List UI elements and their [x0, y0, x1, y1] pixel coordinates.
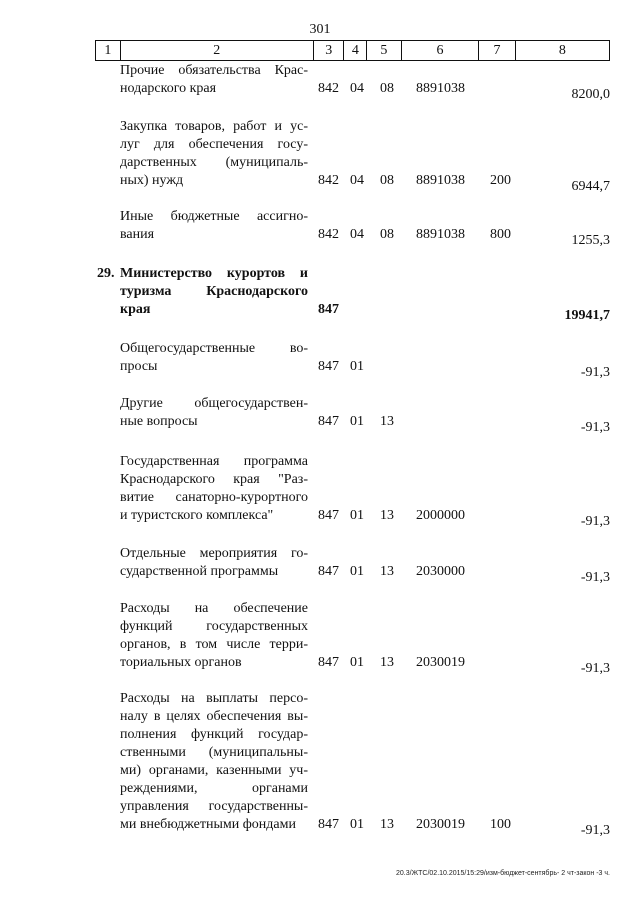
row-name-line: Иные бюджетные ассигно-	[120, 209, 308, 224]
row-cell-c3: 847	[318, 564, 339, 579]
row-cell-c8: 6944,7	[571, 179, 610, 194]
row-cell-c3: 842	[318, 227, 339, 242]
row-cell-c6: 8891038	[416, 81, 465, 96]
row-name-line: луг для обеспечения госу-	[120, 137, 308, 152]
table-row	[0, 395, 640, 435]
row-cell-c5: 13	[380, 655, 394, 670]
row-cell-c3: 847	[318, 817, 339, 832]
row-cell-c3: 842	[318, 81, 339, 96]
table-row	[0, 545, 640, 585]
row-cell-c4: 01	[350, 655, 364, 670]
table-row	[0, 690, 640, 838]
row-name-line: ственными (муниципальны-	[120, 745, 308, 760]
row-cell-c8: 19941,7	[564, 308, 610, 323]
row-name-line: просы	[120, 359, 158, 374]
column-header-3: 3	[313, 41, 344, 61]
page-number: 301	[309, 22, 331, 37]
column-header-6: 6	[401, 41, 479, 61]
row-cell-c4: 04	[350, 173, 364, 188]
column-header-4: 4	[344, 41, 367, 61]
row-cell-c5: 13	[380, 564, 394, 579]
row-name-line: туризма Краснодарского	[120, 284, 308, 299]
row-cell-c3: 847	[318, 508, 339, 523]
row-cell-c8: -91,3	[580, 570, 610, 585]
row-cell-c8: -91,3	[580, 823, 610, 838]
row-cell-c7: 800	[490, 227, 511, 242]
row-name-line: Общегосударственные во-	[120, 341, 308, 356]
row-number: 29.	[97, 266, 115, 281]
footer-reference: 20.3/ЖТС/02.10.2015/15:29/изм-бюджет-сентябрь- 2 чт-закон -3 ч.	[396, 870, 610, 877]
row-name-line: Краснодарского края "Раз-	[120, 472, 308, 487]
row-cell-c8: -91,3	[580, 661, 610, 676]
row-cell-c8: -91,3	[580, 365, 610, 380]
row-name-line: Отдельные мероприятия го-	[120, 546, 308, 561]
row-cell-c3: 842	[318, 173, 339, 188]
row-cell-c4: 01	[350, 564, 364, 579]
row-name-line: Расходы на выплаты персо-	[120, 691, 308, 706]
row-name-line: края	[120, 302, 151, 317]
row-cell-c6: 2030019	[416, 817, 465, 832]
row-cell-c3: 847	[318, 359, 339, 374]
row-cell-c5: 13	[380, 414, 394, 429]
row-cell-c6: 2000000	[416, 508, 465, 523]
row-cell-c5: 08	[380, 81, 394, 96]
row-name-line: Закупка товаров, работ и ус-	[120, 119, 308, 134]
row-name-line: налу в целях обеспечения вы-	[120, 709, 308, 724]
row-cell-c8: -91,3	[580, 420, 610, 435]
column-header-table	[95, 40, 610, 61]
row-cell-c5: 08	[380, 173, 394, 188]
row-name-line: Расходы на обеспечение	[120, 601, 308, 616]
row-name-line: Прочие обязательства Крас-	[120, 63, 308, 78]
row-cell-c6: 8891038	[416, 173, 465, 188]
row-name-line: полнения функций государ-	[120, 727, 308, 742]
table-row	[0, 340, 640, 380]
row-cell-c3: 847	[318, 414, 339, 429]
row-name-line: и туристского комплекса"	[120, 508, 274, 523]
row-name-line: ториальных органов	[120, 655, 242, 670]
row-cell-c4: 01	[350, 359, 364, 374]
row-name-line: органов, в том числе терри-	[120, 637, 308, 652]
row-cell-c3: 847	[318, 655, 339, 670]
row-name-line: сударственной программы	[120, 564, 279, 579]
row-cell-c6: 2030000	[416, 564, 465, 579]
row-cell-c5: 08	[380, 227, 394, 242]
table-row	[0, 208, 640, 248]
row-name-line: вания	[120, 227, 155, 242]
row-cell-c8: -91,3	[580, 514, 610, 529]
column-header-5: 5	[367, 41, 401, 61]
table-row	[0, 62, 640, 102]
row-name-line: Государственная программа	[120, 454, 308, 469]
column-header-2: 2	[120, 41, 313, 61]
column-header-7: 7	[479, 41, 515, 61]
table-row	[0, 118, 640, 194]
column-header-1: 1	[96, 41, 121, 61]
row-name-line: Другие общегосударствен-	[120, 396, 308, 411]
row-cell-c7: 200	[490, 173, 511, 188]
row-name-line: ные вопросы	[120, 414, 198, 429]
row-cell-c4: 04	[350, 227, 364, 242]
row-name-line: витие санаторно-курортного	[120, 490, 308, 505]
row-cell-c4: 01	[350, 414, 364, 429]
row-name-line: Министерство курортов и	[120, 266, 308, 281]
row-cell-c4: 04	[350, 81, 364, 96]
row-name-line: нодарского края	[120, 81, 217, 96]
row-name-line: реждениями, органами	[120, 781, 308, 796]
row-cell-c8: 8200,0	[571, 87, 610, 102]
column-header-8: 8	[515, 41, 609, 61]
row-cell-c5: 13	[380, 817, 394, 832]
row-cell-c3: 847	[318, 302, 339, 317]
row-name-line: функций государственных	[120, 619, 308, 634]
row-name-line: ми) органами, казенными уч-	[120, 763, 308, 778]
row-cell-c5: 13	[380, 508, 394, 523]
row-cell-c4: 01	[350, 508, 364, 523]
row-cell-c8: 1255,3	[571, 233, 610, 248]
row-name-line: управления государственны-	[120, 799, 308, 814]
row-name-line: ми внебюджетными фондами	[120, 817, 296, 832]
row-name-line: ных) нужд	[120, 173, 184, 188]
table-row	[0, 265, 640, 323]
row-cell-c6: 8891038	[416, 227, 465, 242]
row-cell-c6: 2030019	[416, 655, 465, 670]
row-cell-c7: 100	[490, 817, 511, 832]
table-row	[0, 453, 640, 529]
row-cell-c4: 01	[350, 817, 364, 832]
table-row	[0, 600, 640, 676]
row-name-line: дарственных (муниципаль-	[120, 155, 308, 170]
